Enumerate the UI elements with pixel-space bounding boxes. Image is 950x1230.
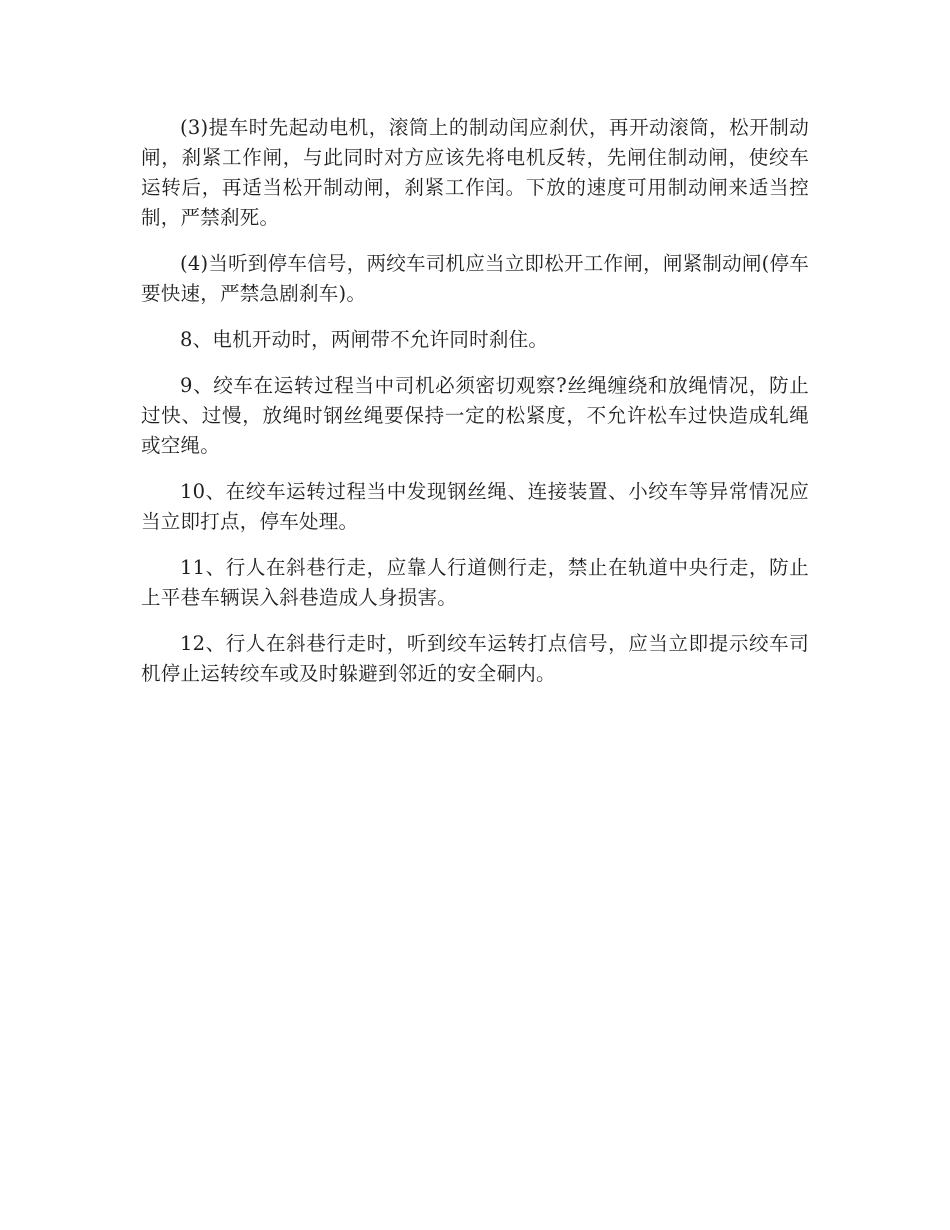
paragraph-rule-12: 12、行人在斜巷行走时，听到绞车运转打点信号，应当立即提示绞车司机停止运转绞车或及时躲避到邻近的安全硐内。 xyxy=(141,632,809,685)
paragraph-rule-10: 10、在绞车运转过程当中发现钢丝绳、连接装置、小绞车等异常情况应当立即打点，停车处理。 xyxy=(141,480,809,533)
document-body xyxy=(141,113,809,705)
paragraph-item-4: (4)当听到停车信号，两绞车司机应当立即松开工作闸，闸紧制动闸(停车要快速，严禁急剧刹车)。 xyxy=(141,252,809,305)
paragraph-item-3: (3)提车时先起动电机，滚筒上的制动闰应刹伏，再开动滚筒，松开制动闸，刹紧工作闸，与此同时对方应该先将电机反转，先闸住制动闸，使绞车运转后，再适当松开制动闸，刹紧工作闰。下放的速度可用制动闸来适当控制，严禁刹死。 xyxy=(141,116,809,229)
paragraph-rule-8: 8、电机开动时，两闸带不允许同时刹住。 xyxy=(180,328,549,351)
paragraph-rule-11: 11、行人在斜巷行走，应靠人行道侧行走，禁止在轨道中央行走，防止上平巷车辆误入斜巷造成人身损害。 xyxy=(141,556,809,609)
paragraph-rule-9: 9、绞车在运转过程当中司机必须密切观察?丝绳缠绕和放绳情况，防止过快、过慢，放绳时钢丝绳要保持一定的松紧度，不允许松车过快造成轧绳或空绳。 xyxy=(141,374,809,457)
